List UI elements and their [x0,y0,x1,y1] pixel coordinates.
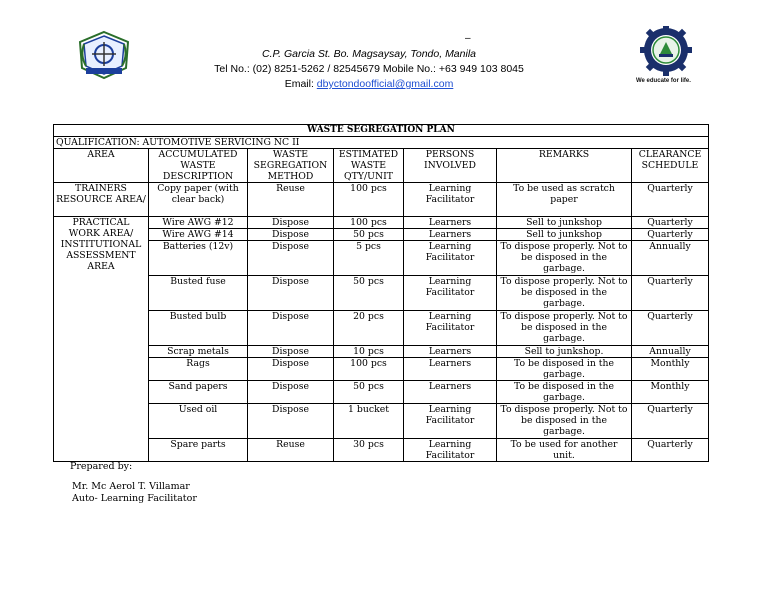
table-row [54,276,709,311]
qty-cell: 30 pcs [334,439,404,462]
schedule-cell: Quarterly [632,311,709,346]
desc-cell: Sand papers [149,381,248,404]
schedule-cell: Annually [632,241,709,276]
desc-cell: Spare parts [149,439,248,462]
header-dash: – [465,33,471,44]
remarks-cell: Sell to junkshop. [497,346,632,358]
schedule-cell: Quarterly [632,276,709,311]
column-header: AREA [54,149,149,183]
table-row [54,439,709,462]
persons-cell: Learning Facilitator [404,439,497,462]
table-row [54,311,709,346]
table-row [54,358,709,381]
qty-cell: 50 pcs [334,276,404,311]
table-row [54,229,709,241]
prepared-by-label: Prepared by: [70,461,133,472]
persons-cell: Learners [404,381,497,404]
column-header: REMARKS [497,149,632,183]
schedule-cell: Quarterly [632,439,709,462]
remarks-cell: Sell to junkshop [497,217,632,229]
area-cell: PRACTICAL WORK AREA/ INSTITUTIONAL ASSESSMENT AREA [54,217,149,462]
address-line: C.P. Garcia St. Bo. Magsaysay, Tondo, Manila [262,48,476,60]
column-header: ACCUMULATED WASTE DESCRIPTION [149,149,248,183]
persons-cell: Learning Facilitator [404,404,497,439]
method-cell: Dispose [248,346,334,358]
persons-cell: Learners [404,217,497,229]
column-header: PERSONS INVOLVED [404,149,497,183]
persons-cell: Learning Facilitator [404,311,497,346]
method-cell: Reuse [248,183,334,217]
table-row [54,241,709,276]
table-row [54,346,709,358]
schedule-cell: Annually [632,346,709,358]
desc-cell: Rags [149,358,248,381]
remarks-cell: To be used as scratch paper [497,183,632,217]
qty-cell: 20 pcs [334,311,404,346]
table-row [54,381,709,404]
schedule-cell: Monthly [632,358,709,381]
column-header: ESTIMATED WASTE QTY/UNIT [334,149,404,183]
desc-cell: Batteries (12v) [149,241,248,276]
desc-cell: Used oil [149,404,248,439]
remarks-cell: To dispose properly. Not to be disposed in the garbage. [497,311,632,346]
method-cell: Reuse [248,439,334,462]
desc-cell: Copy paper (with clear back) [149,183,248,217]
tel-label: Tel No.: [214,63,250,75]
remarks-cell: To dispose properly. Not to be disposed in the garbage. [497,404,632,439]
table-row [54,404,709,439]
desc-cell: Scrap metals [149,346,248,358]
qty-cell: 1 bucket [334,404,404,439]
qualification-row: QUALIFICATION: AUTOMOTIVE SERVICING NC II [54,137,709,149]
method-cell: Dispose [248,358,334,381]
schedule-cell: Quarterly [632,217,709,229]
method-cell: Dispose [248,229,334,241]
qty-cell: 100 pcs [334,217,404,229]
method-cell: Dispose [248,404,334,439]
letterhead [0,0,768,110]
area-cell: TRAINERS RESOURCE AREA/ [54,183,149,217]
header-row [54,149,709,183]
persons-cell: Learners [404,358,497,381]
persons-cell: Learners [404,346,497,358]
desc-cell: Wire AWG #14 [149,229,248,241]
tel-value: (02) 8251-5262 / 82545679 Mobile No.: +63 949 103 8045 [249,63,524,75]
qty-cell: 50 pcs [334,381,404,404]
method-cell: Dispose [248,241,334,276]
desc-cell: Busted bulb [149,311,248,346]
slogan: We educate for life. [636,78,691,84]
table-row [54,183,709,217]
method-cell: Dispose [248,311,334,346]
qty-cell: 50 pcs [334,229,404,241]
method-cell: Dispose [248,276,334,311]
persons-cell: Learning Facilitator [404,183,497,217]
email-link[interactable]: dbyctondoofficial@gmail.com [316,78,454,90]
column-header: CLEARANCE SCHEDULE [632,149,709,183]
qty-cell: 100 pcs [334,358,404,381]
schedule-cell: Quarterly [632,183,709,217]
remarks-cell: To be disposed in the garbage. [497,381,632,404]
table-row [54,217,709,229]
remarks-cell: To dispose properly. Not to be disposed in the garbage. [497,241,632,276]
preparer-role: Auto- Learning Facilitator [72,493,197,504]
preparer-name: Mr. Mc Aerol T. Villamar [72,481,190,492]
remarks-cell: Sell to junkshop [497,229,632,241]
schedule-cell: Quarterly [632,404,709,439]
desc-cell: Wire AWG #12 [149,217,248,229]
qty-cell: 5 pcs [334,241,404,276]
qty-cell: 100 pcs [334,183,404,217]
email-label: Email: [284,78,317,90]
desc-cell: Busted fuse [149,276,248,311]
remarks-cell: To be used for another unit. [497,439,632,462]
waste-segregation-table [53,124,709,462]
table-title: WASTE SEGREGATION PLAN [54,125,709,137]
schedule-cell: Monthly [632,381,709,404]
persons-cell: Learning Facilitator [404,241,497,276]
method-cell: Dispose [248,381,334,404]
column-header: WASTE SEGREGATION METHOD [248,149,334,183]
persons-cell: Learning Facilitator [404,276,497,311]
method-cell: Dispose [248,217,334,229]
remarks-cell: To be disposed in the garbage. [497,358,632,381]
remarks-cell: To dispose properly. Not to be disposed in the garbage. [497,276,632,311]
qty-cell: 10 pcs [334,346,404,358]
schedule-cell: Quarterly [632,229,709,241]
persons-cell: Learners [404,229,497,241]
